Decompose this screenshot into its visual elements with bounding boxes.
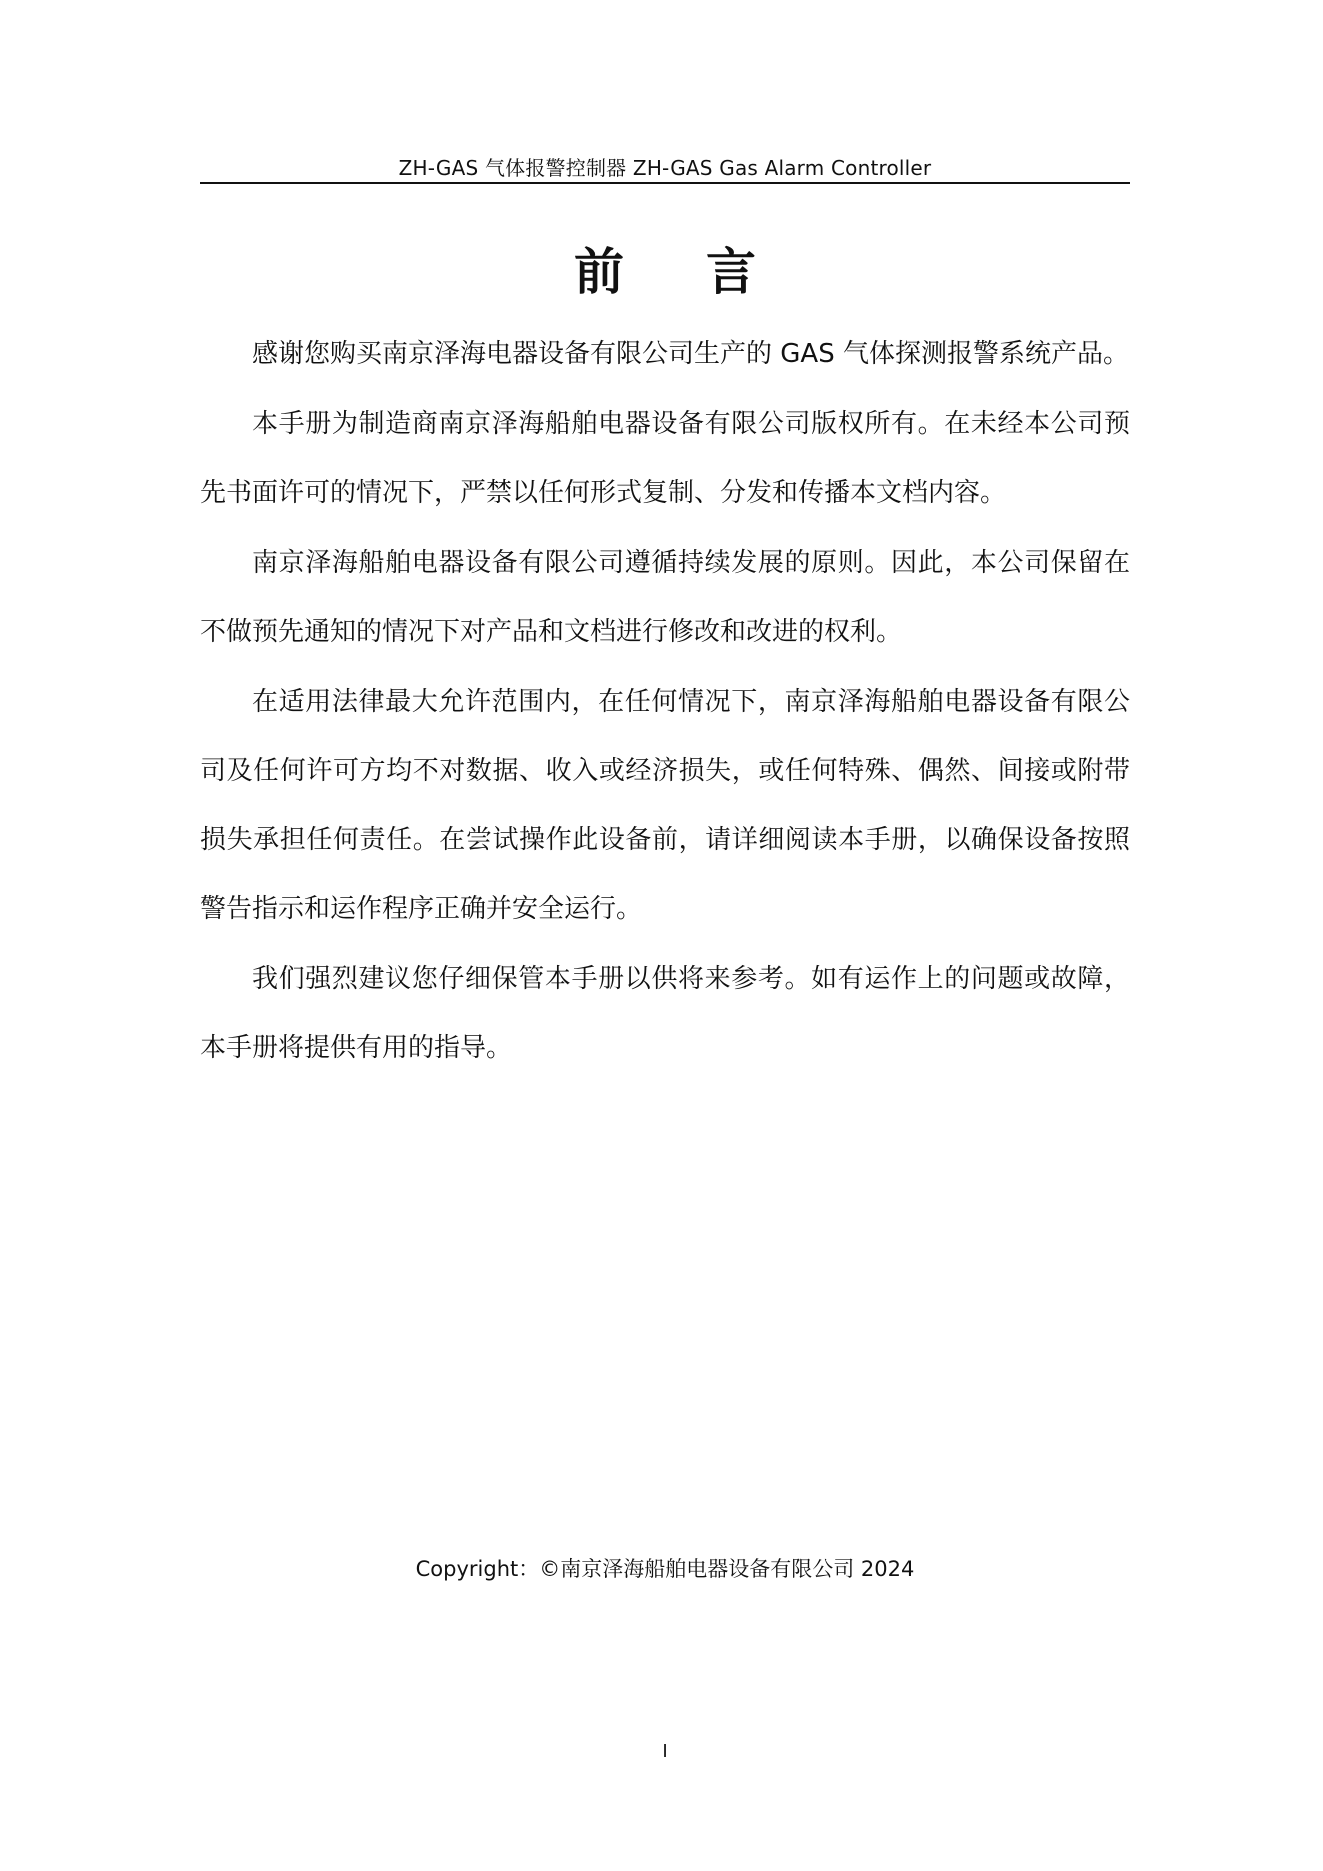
page-number: I bbox=[662, 1741, 668, 1762]
paragraph-continuous-improvement: 南京泽海船舶电器设备有限公司遵循持续发展的原则。因此，本公司保留在不做预先通知的情况下对产品和文档进行修改和改进的权利。 bbox=[200, 548, 1130, 647]
copyright-line: Copyright：©南京泽海船舶电器设备有限公司 2024 bbox=[415, 1557, 915, 1581]
preface-body bbox=[200, 320, 1130, 1084]
paragraph-liability: 在适用法律最大允许范围内，在任何情况下，南京泽海船舶电器设备有限公司及任何许可方均不对数据、收入或经济损失，或任何特殊、偶然、间接或附带损失承担任何责任。在尝试操作此设备前，请详细阅读本手册，以确保设备按照警告指示和运作程序正确并安全运行。 bbox=[200, 687, 1130, 924]
page-title: 前言 bbox=[574, 243, 838, 301]
paragraph-thanks: 感谢您购买南京泽海电器设备有限公司生产的 GAS 气体探测报警系统产品。 bbox=[252, 339, 1129, 369]
header-rule bbox=[200, 182, 1130, 184]
paragraph-copyright-notice: 本手册为制造商南京泽海船舶电器设备有限公司版权所有。在未经本公司预先书面许可的情况下，严禁以任何形式复制、分发和传播本文档内容。 bbox=[200, 409, 1130, 508]
running-header: ZH-GAS 气体报警控制器 ZH-GAS Gas Alarm Controller bbox=[398, 156, 932, 180]
paragraph-keep-manual: 我们强烈建议您仔细保管本手册以供将来参考。如有运作上的问题或故障，本手册将提供有用的指导。 bbox=[200, 964, 1130, 1063]
